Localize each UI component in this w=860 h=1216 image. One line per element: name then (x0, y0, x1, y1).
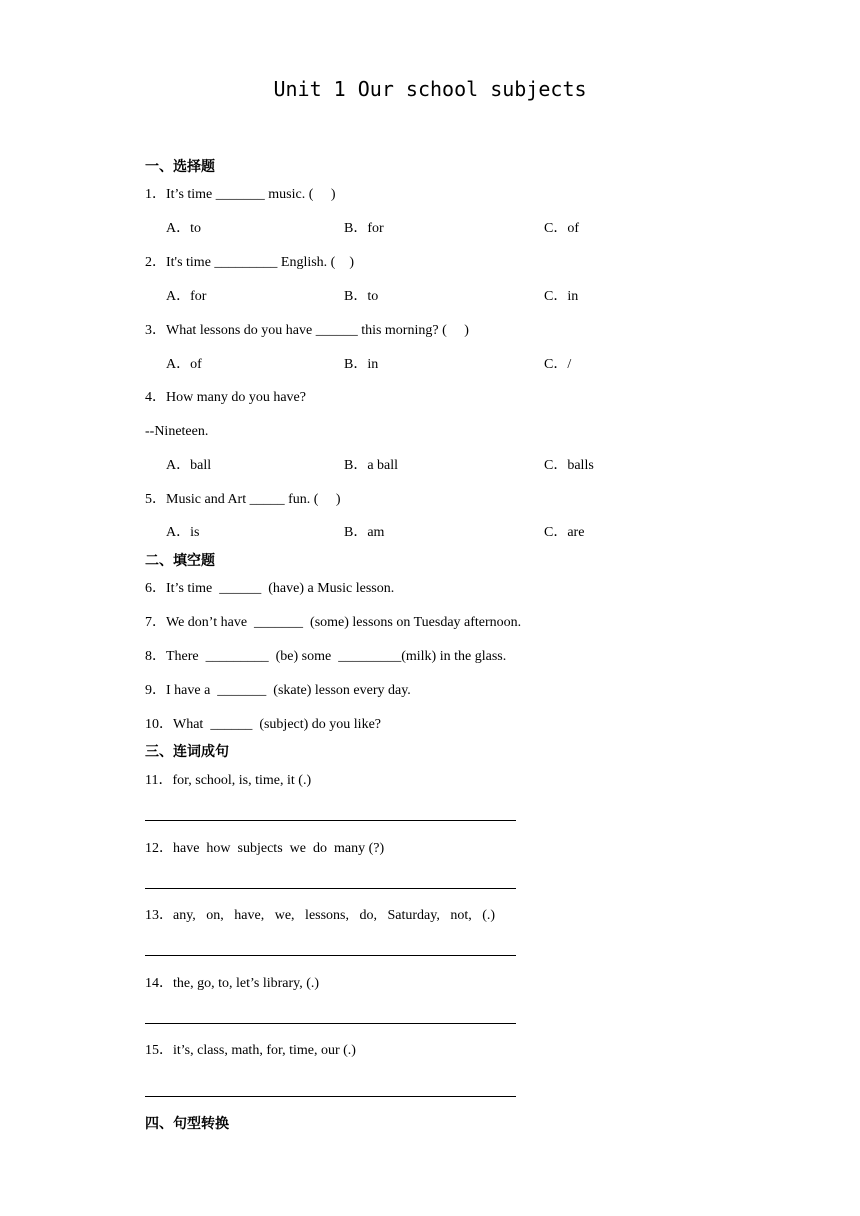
question-stem: 4．How many do you have? (145, 390, 306, 405)
fill-question: 7．We don’t have _______ (some) lessons on Tuesday afternoon. (145, 615, 522, 630)
option-c: C．in (544, 289, 579, 304)
answer-line (145, 888, 516, 889)
word-order-question: 14．the, go, to, let’s library, (.) (145, 976, 320, 991)
section-heading-word-order: 三、连词成句 (145, 744, 229, 760)
answer-line (145, 955, 516, 956)
option-c: C．balls (544, 458, 594, 473)
option-c: C．/ (544, 357, 572, 372)
option-a: A．of (166, 357, 202, 372)
option-c: C．of (544, 221, 579, 236)
answer-line (145, 820, 516, 821)
option-a: A．ball (166, 458, 212, 473)
option-a: A．is (166, 525, 200, 540)
question-stem: 1．It’s time _______ music. ( ) (145, 187, 336, 202)
answer-line (145, 1023, 516, 1024)
answer-line (145, 1096, 516, 1097)
option-a: A．to (166, 221, 201, 236)
fill-question: 8．There _________ (be) some _________(milk) in the glass. (145, 649, 507, 664)
question-stem: 2．It's time _________ English. ( ) (145, 255, 355, 270)
page-title: Unit 1 Our school subjects (273, 77, 587, 101)
word-order-question: 11．for, school, is, time, it (.) (145, 773, 312, 788)
question-stem: 3．What lessons do you have ______ this morning? ( ) (145, 323, 469, 338)
section-heading-fill-in: 二、填空题 (145, 553, 215, 569)
section-heading-multiple-choice: 一、选择题 (145, 159, 215, 175)
word-order-question: 15．it’s, class, math, for, time, our (.) (145, 1043, 356, 1058)
question-reply: --Nineteen. (145, 424, 209, 439)
option-b: B．to (344, 289, 379, 304)
option-b: B．am (344, 525, 385, 540)
option-c: C．are (544, 525, 585, 540)
option-b: B．in (344, 357, 379, 372)
option-b: B．for (344, 221, 384, 236)
word-order-question: 13．any, on, have, we, lessons, do, Saturday, not, (.) (145, 908, 496, 923)
fill-question: 10．What ______ (subject) do you like? (145, 717, 382, 732)
fill-question: 6．It’s time ______ (have) a Music lesson. (145, 581, 395, 596)
option-b: B．a ball (344, 458, 399, 473)
question-stem: 5．Music and Art _____ fun. ( ) (145, 492, 341, 507)
option-a: A．for (166, 289, 207, 304)
section-heading-sentence-transformation: 四、句型转换 (145, 1116, 229, 1132)
word-order-question: 12．have how subjects we do many (?) (145, 841, 385, 856)
fill-question: 9．I have a _______ (skate) lesson every day. (145, 683, 411, 698)
